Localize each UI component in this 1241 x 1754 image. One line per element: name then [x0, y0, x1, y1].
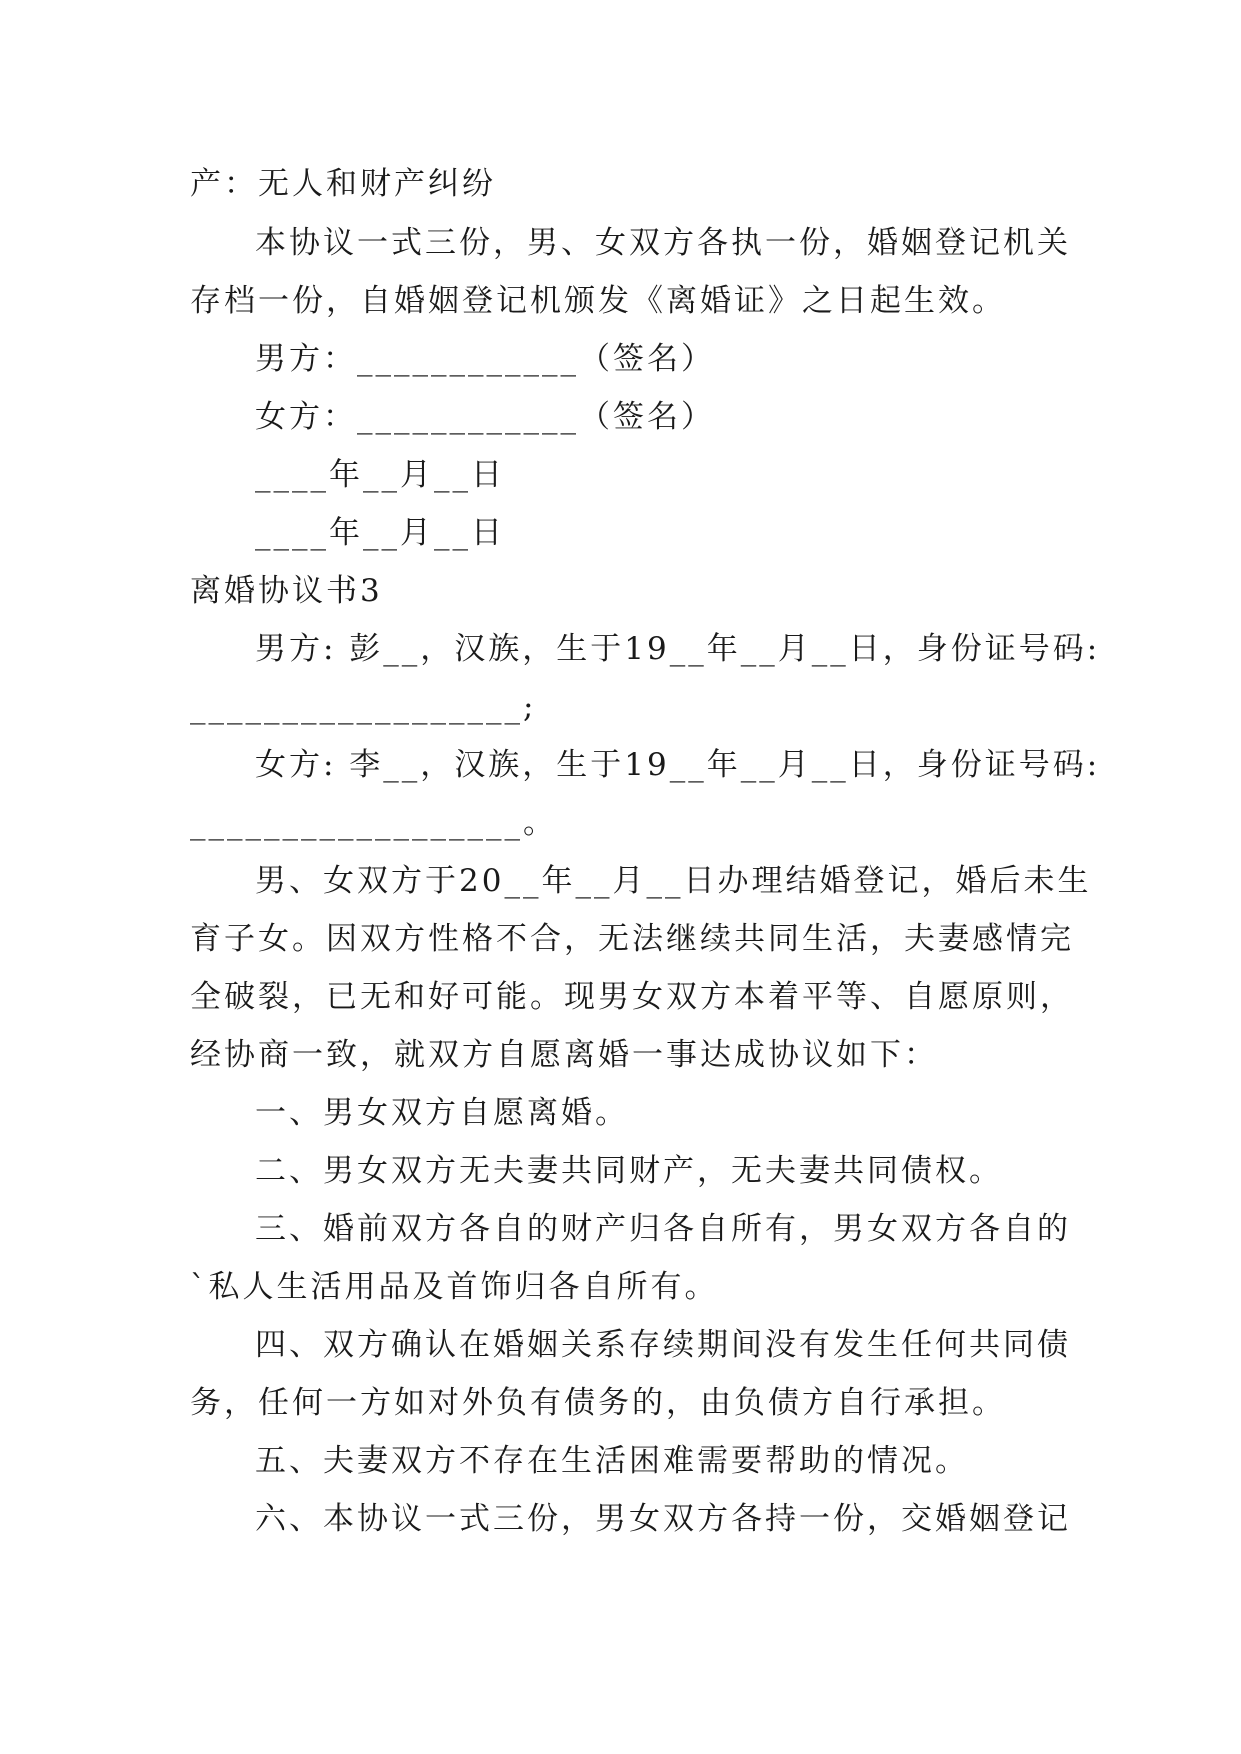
clause-line: 五、夫妻双方不存在生活困难需要帮助的情况。 [255, 1443, 969, 1479]
clause-line: 一、男女双方自愿离婚。 [255, 1095, 629, 1131]
section-title: 离婚协议书3 [190, 573, 383, 609]
text-line: 存档一份，自婚姻登记机颁发《离婚证》之日起生效。 [190, 283, 1006, 319]
date-line: ____年__月__日 [255, 457, 505, 493]
id-number-blank: __________________; [190, 689, 537, 725]
female-signature-line: 女方：____________（签名） [255, 399, 715, 435]
text-line: 全破裂，已无和好可能。现男女双方本着平等、自愿原则， [190, 979, 1074, 1015]
text-line: 务，任何一方如对外负有债务的，由负债方自行承担。 [190, 1385, 1006, 1421]
clause-line: 三、婚前双方各自的财产归各自所有，男女双方各自的 [255, 1211, 1071, 1247]
text-line: 产：无人和财产纠纷 [190, 166, 496, 202]
clause-line: 六、本协议一式三份，男女双方各持一份，交婚姻登记 [255, 1501, 1071, 1537]
date-line: ____年__月__日 [255, 515, 505, 551]
text-line: 经协商一致，就双方自愿离婚一事达成协议如下： [190, 1037, 938, 1073]
text-line: `私人生活用品及首饰归各自所有。 [190, 1269, 719, 1305]
text-line: 育子女。因双方性格不合，无法继续共同生活，夫妻感情完 [190, 921, 1074, 957]
text-line: 本协议一式三份，男、女双方各执一份，婚姻登记机关 [255, 225, 1071, 261]
clause-line: 二、男女双方无夫妻共同财产，无夫妻共同债权。 [255, 1153, 1003, 1189]
text-line: 男、女双方于20__年__月__日办理结婚登记，婚后未生 [255, 863, 1092, 899]
clause-line: 四、双方确认在婚姻关系存续期间没有发生任何共同债 [255, 1327, 1071, 1363]
male-party-line: 男方: 彭__，汉族，生于19__年__月__日，身份证号码: [255, 631, 1101, 667]
id-number-blank: __________________。 [190, 805, 557, 841]
male-signature-line: 男方：____________（签名） [255, 341, 715, 377]
female-party-line: 女方: 李__，汉族，生于19__年__月__日，身份证号码: [255, 747, 1101, 783]
